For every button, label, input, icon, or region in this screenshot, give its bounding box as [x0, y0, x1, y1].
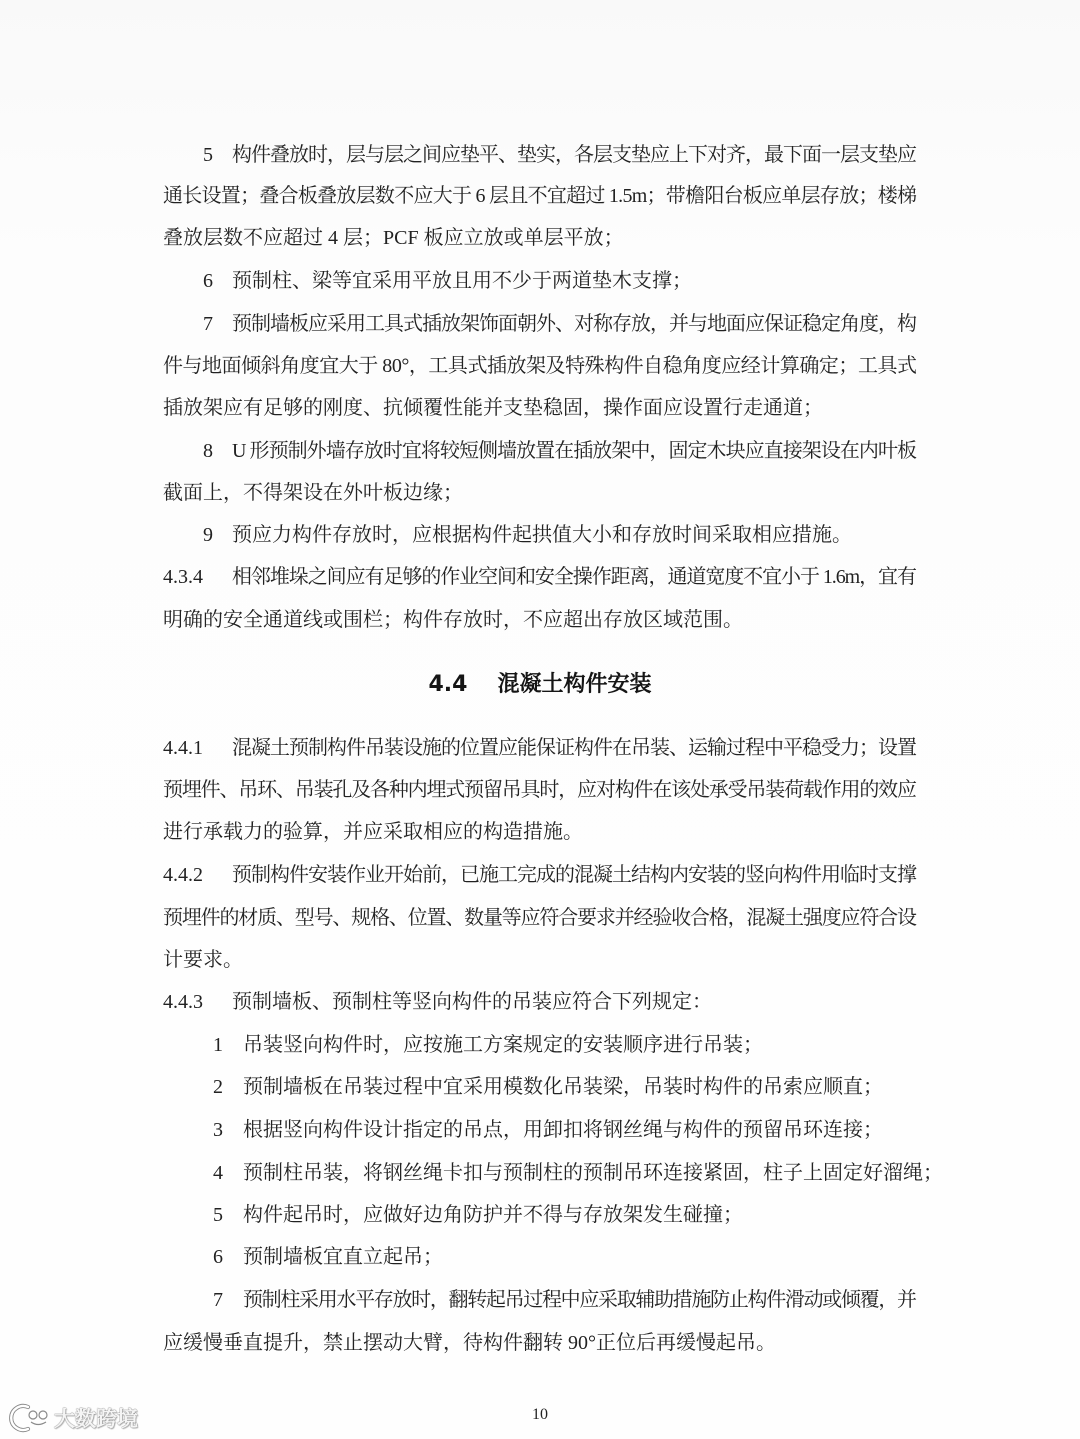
item-number: 6: [213, 1246, 223, 1268]
line-text: 应缓慢垂直提升，禁止摆动大臂，待构件翻转 90°正位后再缓慢起吊。: [163, 1332, 776, 1354]
clause-number: 4.3.4: [163, 566, 203, 588]
section-heading-number: 4.4: [428, 672, 468, 697]
clause-number: 4.4.1: [163, 737, 203, 759]
line-text: 进行承载力的验算，并应采取相应的构造措施。: [163, 821, 583, 843]
sub-item-1-line-1: [213, 1031, 917, 1059]
line-text: 件与地面倾斜角度宜大于 80°，工具式插放架及特殊构件自稳角度应经计算确定；工具式: [163, 355, 917, 377]
item-8-line-1: [203, 437, 917, 465]
item-number: 3: [213, 1119, 223, 1141]
line-text: 预制构件安装作业开始前，已施工完成的混凝土结构内安装的竖向构件用临时支撑: [232, 864, 916, 886]
item-number: 6: [203, 270, 213, 292]
clause-4-4-1-line-1: [163, 734, 917, 762]
clause-4-4-2-line-2: [163, 904, 917, 932]
item-number: 5: [213, 1204, 223, 1226]
clause-4-4-2-line-3: [163, 946, 917, 974]
brand-logo-icon: [8, 1403, 52, 1433]
line-text: 预制墙板应采用工具式插放架饰面朝外、对称存放，并与地面应保证稳定角度，构: [232, 313, 916, 335]
line-text: 预制墙板、预制柱等竖向构件的吊装应符合下列规定：: [232, 991, 712, 1013]
line-text: 通长设置；叠合板叠放层数不应大于 6 层且不宜超过 1.5m；带檐阳台板应单层存放；楼梯: [163, 185, 917, 207]
line-text: 预制墙板在吊装过程中宜采用模数化吊装梁，吊装时构件的吊索应顺直；: [243, 1076, 883, 1098]
line-text: 预制柱、梁等宜采用平放且用不少于两道垫木支撑；: [232, 270, 692, 292]
item-number: 4: [213, 1162, 223, 1184]
sub-item-2-line-1: [213, 1073, 917, 1101]
item-number: 7: [203, 313, 213, 335]
item-number: 1: [213, 1034, 223, 1056]
section-heading-title: 混凝土构件安装: [497, 672, 652, 697]
page-number: 10: [532, 1406, 548, 1423]
sub-item-3-line-1: [213, 1116, 917, 1144]
item-5-line-3: [163, 224, 917, 252]
item-number: 7: [213, 1289, 223, 1311]
item-7-line-3: [163, 394, 917, 422]
line-text: 预制柱吊装，将钢丝绳卡扣与预制柱的预制吊环连接紧固，柱子上固定好溜绳；: [243, 1162, 943, 1184]
sub-item-6-line-1: [213, 1243, 917, 1271]
clause-number: 4.4.2: [163, 864, 203, 886]
line-text: 预制墙板宜直立起吊；: [243, 1246, 443, 1268]
watermark: [8, 1403, 138, 1433]
line-text: 插放架应有足够的刚度、抗倾覆性能并支垫稳固，操作面应设置行走通道；: [163, 397, 823, 419]
section-heading: [0, 670, 1080, 700]
clause-4-4-3-line-1: [163, 988, 917, 1016]
line-text: 吊装竖向构件时，应按施工方案规定的安装顺序进行吊装；: [243, 1034, 763, 1056]
line-text: 相邻堆垛之间应有足够的作业空间和安全操作距离，通道宽度不宜小于 1.6m，宜有: [232, 566, 916, 588]
item-8-line-2: [163, 479, 917, 507]
sub-item-7-line-2: [163, 1329, 917, 1357]
clause-4-4-1-line-2: [163, 776, 917, 804]
item-number: 9: [203, 524, 213, 546]
watermark-text: 大数跨境: [54, 1407, 138, 1431]
item-6-line-1: [203, 267, 917, 295]
item-number: 8: [203, 440, 213, 462]
clause-4-4-1-line-3: [163, 818, 917, 846]
item-7-line-2: [163, 352, 917, 380]
sub-item-5-line-1: [213, 1201, 917, 1229]
sub-item-4-line-1: [213, 1159, 943, 1187]
line-text: 计要求。: [163, 949, 243, 971]
line-text: 预制柱采用水平存放时，翻转起吊过程中应采取辅助措施防止构件滑动或倾覆，并: [243, 1289, 916, 1311]
line-text: 截面上，不得架设在外叶板边缘；: [163, 482, 463, 504]
line-text: 构件叠放时，层与层之间应垫平、垫实，各层支垫应上下对齐，最下面一层支垫应: [232, 144, 916, 166]
line-text: 叠放层数不应超过 4 层；PCF 板应立放或单层平放；: [163, 227, 624, 249]
item-9-line-1: [203, 521, 917, 549]
line-text: 构件起吊时，应做好边角防护并不得与存放架发生碰撞；: [243, 1204, 743, 1226]
item-7-line-1: [203, 310, 917, 338]
item-number: 2: [213, 1076, 223, 1098]
line-text: 预埋件的材质、型号、规格、位置、数量等应符合要求并经验收合格，混凝土强度应符合设: [163, 907, 916, 929]
clause-number: 4.4.3: [163, 991, 203, 1013]
line-text: U 形预制外墙存放时宜将较短侧墙放置在插放架中，固定木块应直接架设在内叶板: [232, 440, 917, 462]
line-text: 预埋件、吊环、吊装孔及各种内埋式预留吊具时，应对构件在该处承受吊装荷载作用的效应: [163, 779, 916, 801]
item-5-line-2: [163, 182, 917, 210]
item-number: 5: [203, 144, 213, 166]
clause-4-3-4-line-1: [163, 563, 917, 591]
item-5-line-1: [203, 141, 917, 169]
sub-item-7-line-1: [213, 1286, 917, 1314]
clause-4-3-4-line-2: [163, 606, 917, 634]
clause-4-4-2-line-1: [163, 861, 917, 889]
line-text: 混凝土预制构件吊装设施的位置应能保证构件在吊装、运输过程中平稳受力；设置: [232, 737, 916, 759]
line-text: 根据竖向构件设计指定的吊点，用卸扣将钢丝绳与构件的预留吊环连接；: [243, 1119, 883, 1141]
line-text: 预应力构件存放时，应根据构件起拱值大小和存放时间采取相应措施。: [232, 524, 852, 546]
line-text: 明确的安全通道线或围栏；构件存放时，不应超出存放区域范围。: [163, 609, 743, 631]
